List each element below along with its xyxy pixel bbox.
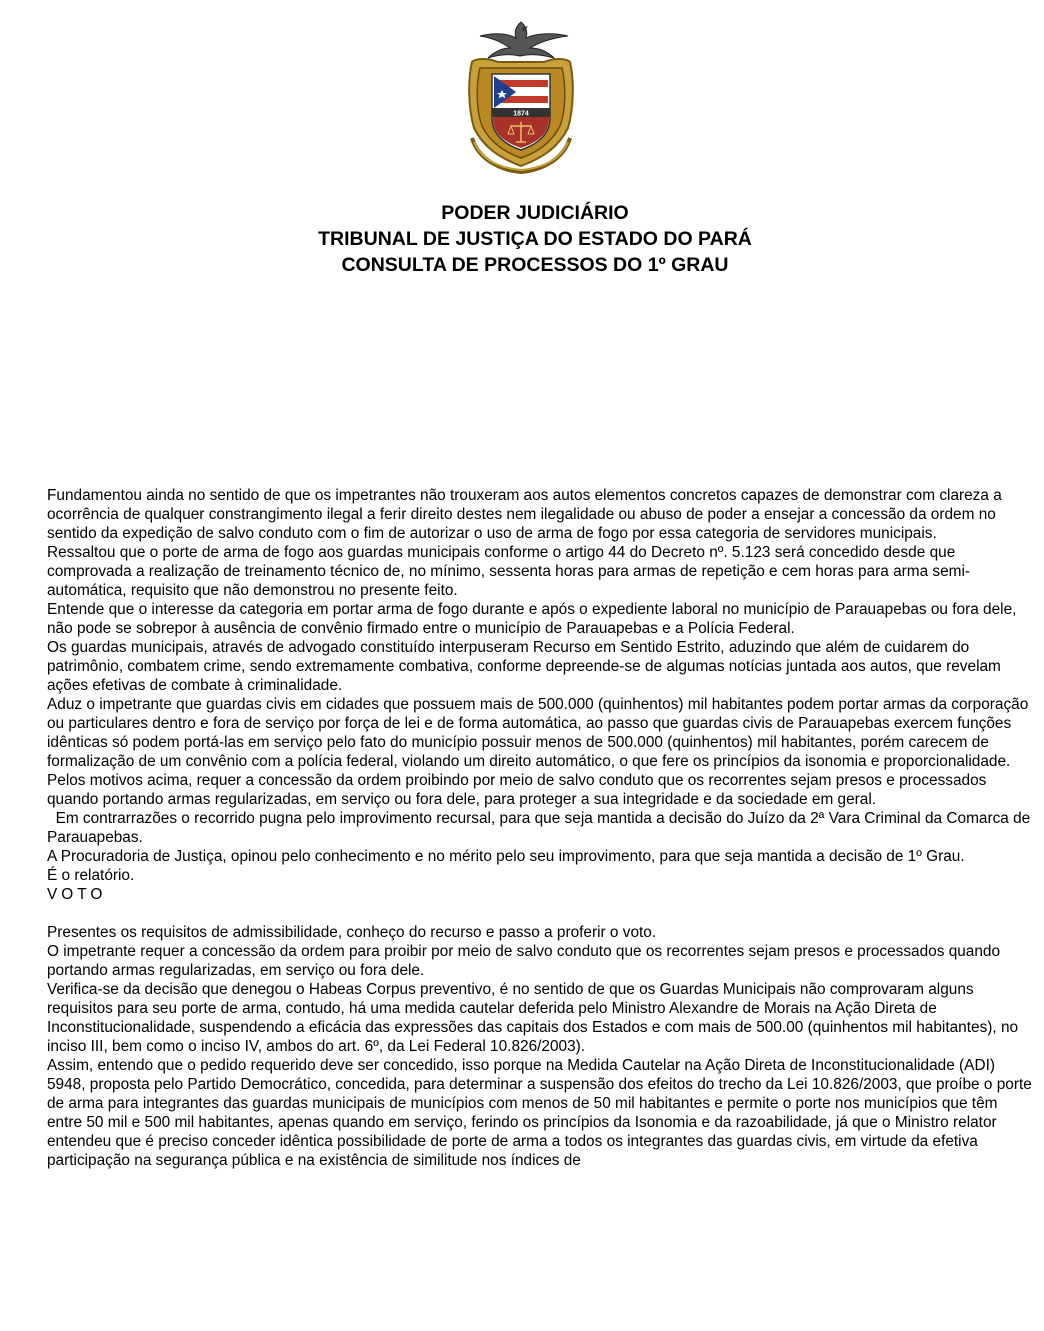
svg-text:1874: 1874 bbox=[513, 110, 529, 118]
paragraph: Os guardas municipais, através de advogado constituído interpuseram Recurso em Sentido Estrito, aduzindo que além de cuidarem do patrimônio, combatem crime, sendo extremamente combativa, conforme depreende-se de algumas notícias juntada aos autos, que revelam ações efetivas de combate à criminalidade. bbox=[47, 639, 1001, 694]
paragraph: Em contrarrazões o recorrido pugna pelo improvimento recursal, para que seja mantida a decisão do Juízo da 2ª Vara Criminal da Comarca de Parauapebas. bbox=[47, 810, 1035, 846]
paragraph: O impetrante requer a concessão da ordem para proibir por meio de salvo conduto que os recorrentes sejam presos e processados quando portando armas regularizadas, em serviço ou fora dele. bbox=[47, 943, 1001, 979]
paragraph: Pelos motivos acima, requer a concessão da ordem proibindo por meio de salvo conduto que os recorrentes sejam presos e processados quando portando armas regularizadas, em serviço ou fora dele, para proteger a sua integridade e da sociedade em geral. bbox=[47, 772, 987, 808]
paragraph: A Procuradoria de Justiça, opinou pelo conhecimento e no mérito pelo seu improvimento, para que seja mantida a decisão de 1º Grau. bbox=[47, 848, 965, 865]
coat-of-arms-icon bbox=[458, 18, 584, 174]
paragraph: Aduz o impetrante que guardas civis em cidades que possuem mais de 500.000 (quinhentos) mil habitantes podem portar armas da corporação ou particulares dentro e fora de serviço por força de lei e de forma automática, ao passo que guardas civis de Parauapebas exercem funções idênticas só podem portá-las em serviço pelo fato do município possuir menos de 500.000 (quinhentos) mil habitantes, porém carecem de formalização de um convênio com a polícia federal, violando um direito automático, o que fere os princípios da isonomia e proporcionalidade. bbox=[47, 696, 1029, 770]
document-header bbox=[0, 200, 1044, 278]
paragraph: Fundamentou ainda no sentido de que os impetrantes não trouxeram aos autos elementos concretos capazes de demonstrar com clareza a ocorrência de qualquer constrangimento ilegal a ferir direito destes nem ilegalidade ou abuso de poder a ensejar a concessão da ordem no sentido da expedição de salvo conduto com o fim de autorizar o uso de arma de fogo por essa categoria de servidores municipais. bbox=[47, 487, 1002, 542]
header-line-tribunal: TRIBUNAL DE JUSTIÇA DO ESTADO DO PARÁ bbox=[318, 228, 752, 250]
paragraph: Entende que o interesse da categoria em portar arma de fogo durante e após o expediente laboral no município de Parauapebas ou fora dele, não pode se sobrepor à ausência de convênio firmado entre o município de Parauapebas e a Polícia Federal. bbox=[47, 601, 1017, 637]
spacer bbox=[47, 904, 1032, 923]
paragraph: É o relatório. bbox=[47, 867, 135, 884]
paragraph: Assim, entendo que o pedido requerido deve ser concedido, isso porque na Medida Cautelar na Ação Direta de Inconstitucionalidade (ADI) 5948, proposta pelo Partido Democrático, concedida, para determinar a suspensão dos efeitos do trecho da Lei 10.826/2003, que proíbe o porte de arma para integrantes das guardas municipais de municípios com menos de 50 mil habitantes e permite o porte nos municípios que têm entre 50 mil e 500 mil habitantes, apenas quando em serviço, ferindo os princípios da Isonomia e da razoabilidade, já que o Ministro relator entendeu que é preciso conceder idêntica possibilidade de porte de arma a todos os integrantes das guardas civis, em virtude da efetiva participação na segurança pública e na existência de similitude nos índices de bbox=[47, 1057, 1032, 1169]
paragraph: Ressaltou que o porte de arma de fogo aos guardas municipais conforme o artigo 44 do Decreto nº. 5.123 será concedido desde que comprovada a realização de treinamento técnico de, no mínimo, sessenta horas para armas de repetição e cem horas para arma semi-automática, requisito que não demonstrou no presente feito. bbox=[47, 544, 971, 599]
paragraph: Presentes os requisitos de admissibilidade, conheço do recurso e passo a proferir o voto. bbox=[47, 924, 657, 941]
paragraph: Verifica-se da decisão que denegou o Habeas Corpus preventivo, é no sentido de que os Guardas Municipais não comprovaram alguns requisitos para seu porte de arma, contudo, há uma medida cautelar deferida pelo Ministro Alexandre de Morais na Ação Direta de Inconstitucionalidade, suspendendo a eficácia das expressões das capitais dos Estados e com mais de 500.00 (quinhentos mil habitantes), no inciso III, bem como o inciso IV, ambos do art. 6º, da Lei Federal 10.826/2003). bbox=[47, 981, 1019, 1055]
document-body bbox=[47, 486, 1035, 1170]
section-heading-voto: VOTO bbox=[47, 886, 107, 903]
header-line-poder-judiciario: PODER JUDICIÁRIO bbox=[441, 202, 629, 224]
header-line-consulta: CONSULTA DE PROCESSOS DO 1º GRAU bbox=[341, 254, 729, 276]
